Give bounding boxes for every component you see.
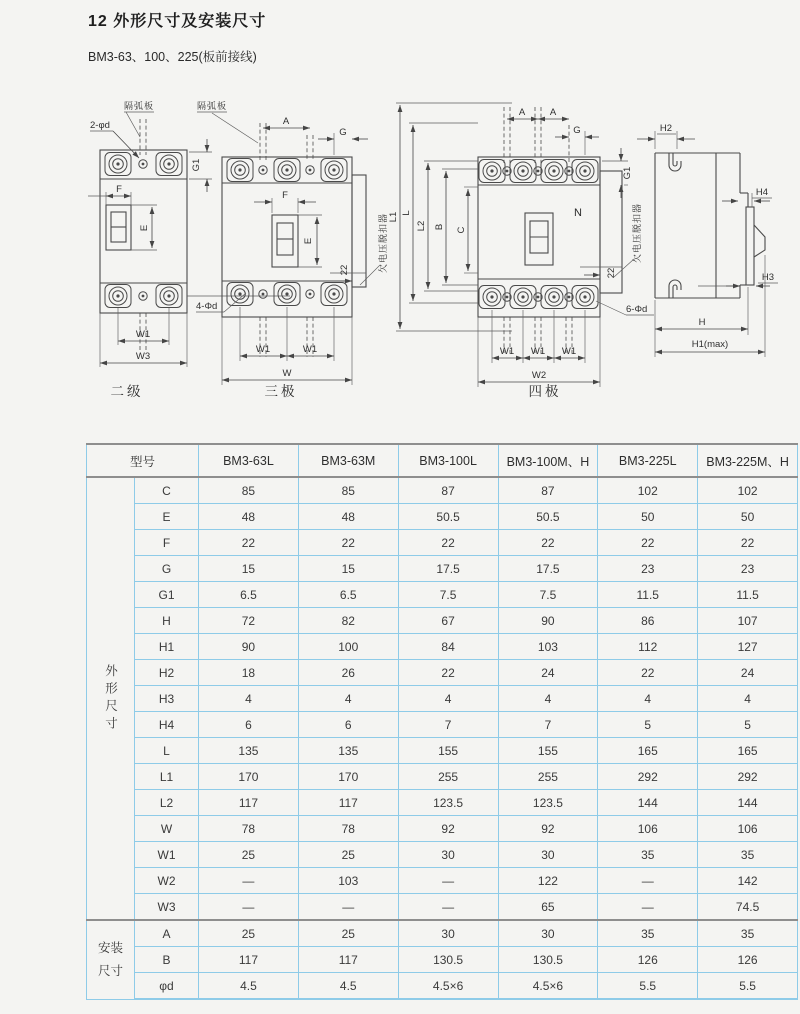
dimension-value: 107 xyxy=(698,608,798,634)
table-row xyxy=(87,842,798,868)
dimension-param: W xyxy=(135,816,199,842)
dim-label-a: A xyxy=(282,116,290,127)
dimension-value: 48 xyxy=(298,504,398,530)
side-view-drawing xyxy=(637,123,778,357)
dimension-value: 130.5 xyxy=(498,947,598,973)
dimension-value: 35 xyxy=(598,920,698,947)
three-pole-drawing xyxy=(196,100,388,399)
dimension-param: H xyxy=(135,608,199,634)
dimension-value: 26 xyxy=(298,660,398,686)
dimension-value: 22 xyxy=(498,530,598,556)
dimension-value: 23 xyxy=(698,556,798,582)
dimension-value: — xyxy=(199,868,299,894)
arc-plate-label: 隔弧板 xyxy=(124,101,155,111)
dimension-value: 112 xyxy=(598,634,698,660)
dimension-param: F xyxy=(135,530,199,556)
dimension-value: — xyxy=(398,894,498,921)
dimension-value: — xyxy=(598,894,698,921)
table-row xyxy=(87,920,798,947)
dim-label-22: 22 xyxy=(606,267,617,279)
dimension-value: 25 xyxy=(199,842,299,868)
dimension-value: 22 xyxy=(598,660,698,686)
dimension-value: 7 xyxy=(398,712,498,738)
dimension-value: 5 xyxy=(698,712,798,738)
dimension-param: L xyxy=(135,738,199,764)
table-row xyxy=(87,947,798,973)
dimension-value: 86 xyxy=(598,608,698,634)
four-pole-drawing xyxy=(388,103,654,399)
dimension-value: 122 xyxy=(498,868,598,894)
dimension-value: 7.5 xyxy=(498,582,598,608)
dimension-value: 50 xyxy=(698,504,798,530)
dimension-param: C xyxy=(135,477,199,504)
dim-label-l1: L1 xyxy=(388,211,399,223)
dimension-param: W3 xyxy=(135,894,199,921)
table-row xyxy=(87,582,798,608)
table-row xyxy=(87,530,798,556)
dimension-drawings xyxy=(0,95,800,440)
dimension-value: 65 xyxy=(498,894,598,921)
dimension-value: 255 xyxy=(498,764,598,790)
dim-label-e: E xyxy=(139,224,150,232)
dimension-value: 102 xyxy=(598,477,698,504)
dimension-value: 35 xyxy=(698,842,798,868)
table-row xyxy=(87,973,798,1000)
dimension-value: 22 xyxy=(698,530,798,556)
dim-label-e: E xyxy=(303,237,314,245)
group-label: 外形尺寸 xyxy=(87,477,135,920)
dimension-value: 18 xyxy=(199,660,299,686)
dimension-value: 82 xyxy=(298,608,398,634)
dimension-value: 117 xyxy=(199,947,299,973)
dimension-value: 170 xyxy=(298,764,398,790)
dimension-value: — xyxy=(298,894,398,921)
dimension-value: 35 xyxy=(698,920,798,947)
dimension-value: 4 xyxy=(698,686,798,712)
dimension-param: W1 xyxy=(135,842,199,868)
dim-label-w1-left: W1 xyxy=(255,344,271,355)
dimension-value: 117 xyxy=(298,790,398,816)
dimension-value: 127 xyxy=(698,634,798,660)
dimension-value: 85 xyxy=(199,477,299,504)
dimension-value: 165 xyxy=(598,738,698,764)
dimension-param: G1 xyxy=(135,582,199,608)
dim-label-2-phi-d: 2-φd xyxy=(90,120,110,131)
dim-label-h1max: H1(max) xyxy=(691,339,729,350)
dimension-value: 103 xyxy=(298,868,398,894)
dimension-value: 5.5 xyxy=(598,973,698,1000)
dim-label-w1-3: W1 xyxy=(561,346,577,357)
table-row xyxy=(87,477,798,504)
table-row xyxy=(87,660,798,686)
table-row xyxy=(87,686,798,712)
dimension-value: 255 xyxy=(398,764,498,790)
dim-label-g: G xyxy=(339,127,347,138)
dimension-value: 87 xyxy=(498,477,598,504)
model-column-header: BM3-225L xyxy=(598,444,698,477)
dimension-param: B xyxy=(135,947,199,973)
table-row xyxy=(87,894,798,921)
dimension-value: 30 xyxy=(398,842,498,868)
dimension-param: L2 xyxy=(135,790,199,816)
model-column-header: BM3-63L xyxy=(199,444,299,477)
arc-plate-label: 隔弧板 xyxy=(197,101,228,111)
dimension-value: 25 xyxy=(298,842,398,868)
dimension-value: 144 xyxy=(698,790,798,816)
dimension-value: 106 xyxy=(598,816,698,842)
dimension-value: 84 xyxy=(398,634,498,660)
table-row xyxy=(87,556,798,582)
dim-label-w3: W3 xyxy=(135,351,151,362)
dimension-value: 90 xyxy=(199,634,299,660)
dimension-value: 155 xyxy=(398,738,498,764)
dimension-value: 102 xyxy=(698,477,798,504)
dimension-param: H1 xyxy=(135,634,199,660)
dim-label-4-phi-d: 4-Φd xyxy=(196,301,218,312)
dim-label-h3: H3 xyxy=(761,272,775,283)
table-row xyxy=(87,764,798,790)
dimension-value: 6.5 xyxy=(298,582,398,608)
dimension-value: 117 xyxy=(298,947,398,973)
page-title: 12 外形尺寸及安装尺寸 xyxy=(88,13,267,30)
dimension-value: 6.5 xyxy=(199,582,299,608)
dimension-value: 22 xyxy=(199,530,299,556)
dimension-value: 123.5 xyxy=(498,790,598,816)
dimension-param: H2 xyxy=(135,660,199,686)
dimension-value: 35 xyxy=(598,842,698,868)
dimension-value: 78 xyxy=(199,816,299,842)
dimension-value: 17.5 xyxy=(398,556,498,582)
dimension-value: 23 xyxy=(598,556,698,582)
dim-label-f: F xyxy=(116,184,122,195)
dimension-value: 117 xyxy=(199,790,299,816)
dimension-value: 155 xyxy=(498,738,598,764)
dimension-value: 5 xyxy=(598,712,698,738)
model-header-cell: 型号 xyxy=(87,444,199,477)
dimension-value: 4 xyxy=(199,686,299,712)
dimension-value: 50.5 xyxy=(498,504,598,530)
table-row xyxy=(87,504,798,530)
dimension-value: 100 xyxy=(298,634,398,660)
dimension-value: 50 xyxy=(598,504,698,530)
dimension-value: 22 xyxy=(298,530,398,556)
dimension-value: — xyxy=(398,868,498,894)
dim-label-a-left: A xyxy=(518,107,526,118)
dimension-value: 4.5 xyxy=(199,973,299,1000)
dim-label-h: H xyxy=(698,317,706,328)
dimension-value: 4 xyxy=(298,686,398,712)
dimension-param: L1 xyxy=(135,764,199,790)
dimension-value: 126 xyxy=(598,947,698,973)
dim-label-l: L xyxy=(401,210,412,216)
dimension-value: 74.5 xyxy=(698,894,798,921)
dimension-value: 4.5 xyxy=(298,973,398,1000)
dimension-value: 170 xyxy=(199,764,299,790)
dimension-value: 4.5×6 xyxy=(498,973,598,1000)
model-column-header: BM3-225M、H xyxy=(698,444,798,477)
dimension-table xyxy=(86,443,798,1000)
dimension-value: 50.5 xyxy=(398,504,498,530)
dimension-value: 30 xyxy=(498,920,598,947)
model-column-header: BM3-100L xyxy=(398,444,498,477)
dim-label-l2: L2 xyxy=(416,220,427,232)
model-column-header: BM3-63M xyxy=(298,444,398,477)
dimension-value: 144 xyxy=(598,790,698,816)
table-row xyxy=(87,816,798,842)
table-row xyxy=(87,790,798,816)
dimension-value: 123.5 xyxy=(398,790,498,816)
dimension-value: 103 xyxy=(498,634,598,660)
dim-label-w: W xyxy=(282,368,292,379)
caption-four-pole: 四极 xyxy=(528,384,562,399)
dimension-value: 135 xyxy=(298,738,398,764)
dimension-value: 25 xyxy=(199,920,299,947)
dimension-value: 292 xyxy=(698,764,798,790)
dimension-value: 78 xyxy=(298,816,398,842)
undervoltage-release-label: 欠电压脱扣器 xyxy=(378,212,388,273)
undervoltage-release-label: 欠电压脱扣器 xyxy=(632,202,642,263)
dimension-value: 5.5 xyxy=(698,973,798,1000)
dimension-value: 106 xyxy=(698,816,798,842)
dimension-param: H4 xyxy=(135,712,199,738)
page-subtitle: BM3-63、100、225(板前接线) xyxy=(88,50,257,64)
model-column-header: BM3-100M、H xyxy=(498,444,598,477)
dimension-value: 24 xyxy=(698,660,798,686)
dimension-value: 87 xyxy=(398,477,498,504)
dimension-value: 22 xyxy=(598,530,698,556)
dim-label-w1-2: W1 xyxy=(530,346,546,357)
table-row xyxy=(87,608,798,634)
dimension-value: 92 xyxy=(498,816,598,842)
dim-label-w2: W2 xyxy=(531,370,547,381)
dimension-value: 48 xyxy=(199,504,299,530)
caption-three-pole: 三极 xyxy=(264,384,298,399)
dim-label-w1-1: W1 xyxy=(499,346,515,357)
dim-label-g: G xyxy=(573,125,581,136)
dim-label-22: 22 xyxy=(339,264,350,276)
caption-two-pole: 二级 xyxy=(110,384,144,399)
table-row xyxy=(87,738,798,764)
dimension-value: 4.5×6 xyxy=(398,973,498,1000)
dimension-value: — xyxy=(598,868,698,894)
dim-label-6-phi-d: 6-Φd xyxy=(626,304,648,315)
dimension-param: G xyxy=(135,556,199,582)
table-row xyxy=(87,868,798,894)
dimension-value: 142 xyxy=(698,868,798,894)
dimension-param: W2 xyxy=(135,868,199,894)
dimension-value: 4 xyxy=(398,686,498,712)
dimension-param: H3 xyxy=(135,686,199,712)
dimension-value: 22 xyxy=(398,530,498,556)
dimension-value: 25 xyxy=(298,920,398,947)
dimension-value: 15 xyxy=(298,556,398,582)
dimension-value: 6 xyxy=(298,712,398,738)
dim-label-w1: W1 xyxy=(135,329,151,340)
dimension-value: 7 xyxy=(498,712,598,738)
table-header-row xyxy=(87,444,798,477)
dimension-value: 165 xyxy=(698,738,798,764)
dimension-value: 17.5 xyxy=(498,556,598,582)
group-label: 安装尺寸 xyxy=(87,920,135,999)
dimension-param: A xyxy=(135,920,199,947)
dimension-value: 30 xyxy=(398,920,498,947)
dimension-value: 4 xyxy=(598,686,698,712)
dimension-value: 24 xyxy=(498,660,598,686)
dimension-value: 11.5 xyxy=(698,582,798,608)
dimension-value: 72 xyxy=(199,608,299,634)
dimension-value: 90 xyxy=(498,608,598,634)
dimension-value: 22 xyxy=(398,660,498,686)
dimension-value: 4 xyxy=(498,686,598,712)
dim-label-h2: H2 xyxy=(659,123,673,134)
dimension-value: 30 xyxy=(498,842,598,868)
dim-label-a-right: A xyxy=(549,107,557,118)
dimension-value: 67 xyxy=(398,608,498,634)
dimension-value: 135 xyxy=(199,738,299,764)
dim-label-h4: H4 xyxy=(755,187,769,198)
dimension-value: 11.5 xyxy=(598,582,698,608)
dimension-value: 15 xyxy=(199,556,299,582)
dim-label-b: B xyxy=(434,223,445,231)
dim-label-c: C xyxy=(456,226,467,234)
dimension-param: E xyxy=(135,504,199,530)
dimension-value: 6 xyxy=(199,712,299,738)
dimension-value: 92 xyxy=(398,816,498,842)
dimension-param: φd xyxy=(135,973,199,1000)
dim-label-w1-right: W1 xyxy=(302,344,318,355)
dim-label-g1: G1 xyxy=(191,158,202,172)
dim-label-f: F xyxy=(282,190,288,201)
table-row xyxy=(87,634,798,660)
dimension-value: 292 xyxy=(598,764,698,790)
dimension-value: — xyxy=(199,894,299,921)
dimension-value: 130.5 xyxy=(398,947,498,973)
table-row xyxy=(87,712,798,738)
dim-label-g1: G1 xyxy=(622,166,633,180)
dimension-value: 126 xyxy=(698,947,798,973)
dimension-value: 7.5 xyxy=(398,582,498,608)
neutral-pole-mark: N xyxy=(574,207,582,219)
dimension-value: 85 xyxy=(298,477,398,504)
